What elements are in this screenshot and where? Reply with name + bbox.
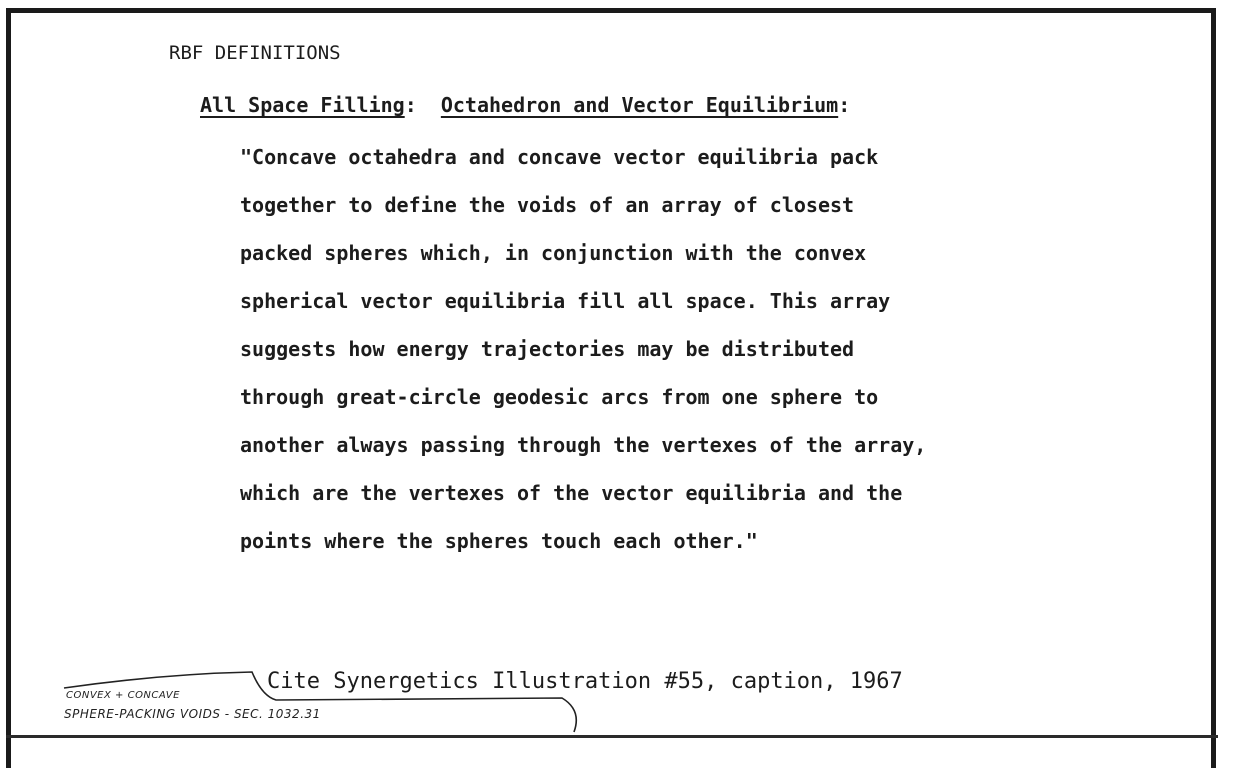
quote-line: through great-circle geodesic arcs from one sphere to — [240, 385, 879, 409]
page-heading: RBF DEFINITIONS — [169, 42, 341, 64]
quote-line: points where the spheres touch each other." — [240, 529, 758, 553]
title-part-octahedron: Octahedron and Vector Equilibrium — [440, 93, 839, 117]
title-part-allspace: All Space Filling — [200, 93, 405, 117]
quote-line: which are the vertexes of the vector equilibria and the — [240, 481, 903, 505]
handwritten-note-line-2: SPHERE-PACKING VOIDS - SEC. 1032.31 — [64, 707, 321, 721]
quote-line: "Concave octahedra and concave vector equilibria pack — [240, 145, 879, 169]
quote-line: another always passing through the vertexes of the array, — [240, 433, 927, 457]
citation: Cite Synergetics Illustration #55, caption, 1967 — [267, 669, 903, 694]
quote-line: packed spheres which, in conjunction with the convex — [240, 241, 867, 265]
definition-quote — [240, 140, 1140, 572]
handwritten-annotation — [62, 660, 602, 740]
quote-line: suggests how energy trajectories may be distributed — [240, 337, 855, 361]
title-colon-1: : — [404, 93, 417, 117]
quote-line: together to define the voids of an array of closest — [240, 193, 855, 217]
title-colon-2: : — [838, 93, 851, 117]
handwritten-note-line-1: CONVEX + CONCAVE — [66, 690, 180, 701]
definition-title — [200, 93, 850, 117]
quote-line: spherical vector equilibria fill all space. This array — [240, 289, 891, 313]
